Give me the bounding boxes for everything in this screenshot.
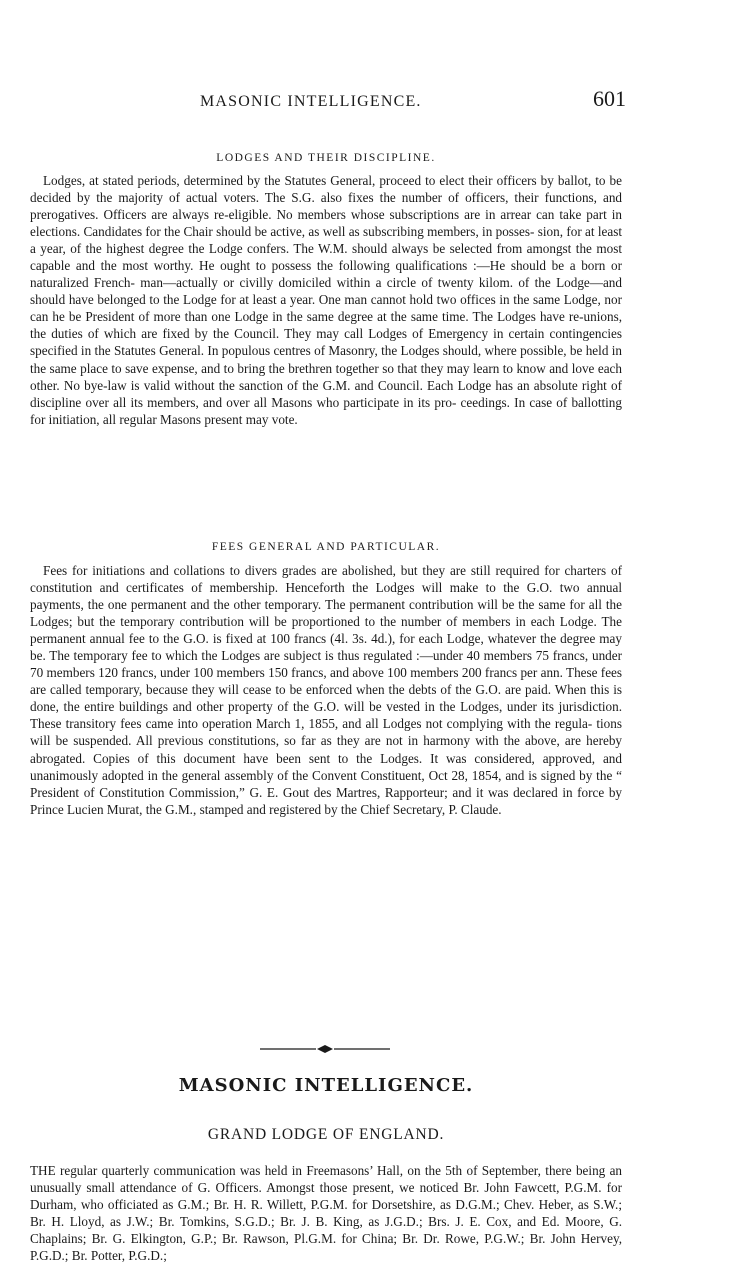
text-line: the temporary contribution will be proportioned to the number of members in each (99, 614, 555, 630)
text-line: THE regular quarterly communication was held in Freemasons’ Hall, on the 5th of (30, 1163, 478, 1178)
text-line: Fees for initiations and collations to divers grades are abolished, but they are still (43, 563, 491, 578)
lodges-discipline-heading: LODGES AND THEIR DISCIPLINE. (216, 152, 436, 164)
text-line: offices in the same Lodge, nor can he be President of more than one Lodge in the (30, 292, 622, 325)
text-line: Lodge. The permanent annual fee to the G.O. is fixed at 100 francs (4l. 3s. 4d.), (30, 614, 622, 647)
text-line: for each Lodge, whatever the degree may be. The temporary fee to which the Lodges (30, 631, 622, 664)
text-line: Chief Secretary, P. Claude. (360, 801, 502, 817)
text-line: the G.O. will be vested in the Lodges, under its jurisdiction. These transitory fees (30, 699, 623, 732)
lodges-discipline-text (30, 172, 622, 428)
text-line: These fees are called temporary, because they will cease to be enforced when the debts (30, 665, 623, 698)
text-line: francs, under 100 members 150 francs, and above 100 members 200 francs per ann. (121, 665, 563, 681)
text-line: specified in the Statutes General. In populous centres of Masonry, the Lodges should, (30, 343, 482, 359)
text-line: ceedings. In case of ballotting for initiation, all regular Masons present may (30, 394, 622, 427)
text-line: always be selected from amongst the most capable and the most worthy. He ought (30, 241, 622, 274)
text-line: their officers by ballot, to be decided by the majority of actual voters. The S.G. also (30, 173, 623, 206)
text-line: sion, for at least a year, of the highest degree the Lodge confers. The W.M. should (30, 224, 623, 257)
text-line: same degree at the same time. The Lodges have re-unions, the duties of which are (30, 309, 623, 342)
text-line: without the sanction of the G.M. and Council. Each Lodge has an absolute right (174, 377, 607, 393)
page-number: 601 (593, 86, 626, 111)
text-line: Br. H. R. Willett, P.G.M. for Dorsetshire, as D.G.M.; Chev. Heber, as S.W.; Br. (30, 1197, 622, 1230)
running-head (30, 86, 626, 112)
text-line: with the above, are hereby abrogated. Copies of this document have been sent to the (30, 733, 623, 766)
text-line: of the G.O. are paid. When this is done, the entire buildings and other property of (30, 682, 622, 715)
text-line: are subject is thus regulated :—under 40 members 75 francs, under 70 members 120 (30, 648, 623, 681)
text-line: of Constitution Commission,” G. E. Gout des Martres, Rapporteur; and it was (83, 784, 509, 800)
text-line: to possess the following qualifications :—He should be a born or naturalized French- (30, 258, 623, 291)
text-line: Cox, and Ed. Moore, G. Chaplains; Br. G. Elkington, G.P.; Br. Rawson, Pl.G.M. (30, 1214, 623, 1247)
text-line: present, we noticed Br. John Fawcett, P.G.M. for Durham, who officiated as G.M.; (30, 1180, 623, 1213)
lodges-discipline-paragraph (30, 172, 622, 428)
text-line: Lodges. It was considered, approved, and unanimously adopted in the general (30, 750, 622, 783)
ornamental-rule (260, 1044, 390, 1054)
text-line: assembly of the Convent Constituent, Oct 28, 1854, and is signed by the “ President (30, 767, 622, 800)
text-line: where possible, be held in the same place to save expense, and to bring the brethren (30, 343, 623, 376)
text-line: Lodges, at stated periods, determined by the Statutes General, proceed to elect (43, 173, 465, 188)
text-line: man—actually or civilly domiciled within a circle of twenty kilom. of the Lodge—and (140, 275, 622, 291)
text-line: Lodges will make to the G.O. two annual payments, the one permanent and the other (30, 580, 623, 613)
text-line: required for charters of constitution and certificates of membership. Henceforth the (30, 563, 622, 596)
fees-text (30, 562, 622, 818)
text-line: H. Lloyd, as J.W.; Br. Tomkins, S.G.D.; Br. J. B. King, as J.G.D.; Brs. J. E. (51, 1214, 481, 1230)
text-line: of discipline over all its members, and over all Masons who participate in its pro- (30, 377, 622, 410)
text-line: Candidates for the Chair should be active, as well as subscribing members, in posses- (83, 224, 535, 240)
text-line: fixes the number of officers, their functions, and prerogatives. Officers are always (30, 190, 623, 223)
text-line: temporary. The permanent contribution will be the same for all the Lodges; but (30, 597, 622, 630)
grand-lodge-heading: GRAND LODGE OF ENGLAND. (207, 1126, 445, 1143)
text-line: vote. (271, 411, 298, 427)
text-line: re-eligible. No members whose subscriptions are in arrear can take part in elections. (30, 207, 623, 240)
text-line: declared in force by Prince Lucien Murat, the G.M., stamped and registered by the (30, 784, 623, 817)
fees-heading: FEES GENERAL AND PARTICULAR. (211, 541, 441, 553)
text-line: together so that they may learn to know and love each other. No bye-law is valid (30, 360, 622, 393)
text-line: fixed by the Council. They may call Lodges of Emergency in certain contingencies (162, 326, 622, 342)
text-line: for China; Br. Dr. Rowe, P.G.W.; Br. John Hervey, P.G.D.; Br. Potter, P.G.D.; (30, 1231, 622, 1264)
fees-paragraph (30, 562, 622, 818)
text-line: September, there being an unusually small attendance of G. Officers. Amongst those (30, 1163, 623, 1196)
masonic-intelligence-title: MASONIC INTELLIGENCE. (178, 1075, 474, 1096)
text-line: should have belonged to the Lodge for at least a year. One man cannot hold two (30, 292, 457, 308)
running-head-title: MASONIC INTELLIGENCE. (200, 93, 422, 110)
grand-lodge-paragraph (30, 1162, 622, 1264)
grand-lodge-text (30, 1162, 622, 1264)
text-line: came into operation March 1, 1855, and all Lodges not complying with the regula- (145, 716, 593, 732)
text-line: tions will be suspended. All previous constitutions, so far as they are not in harmony (30, 716, 622, 749)
